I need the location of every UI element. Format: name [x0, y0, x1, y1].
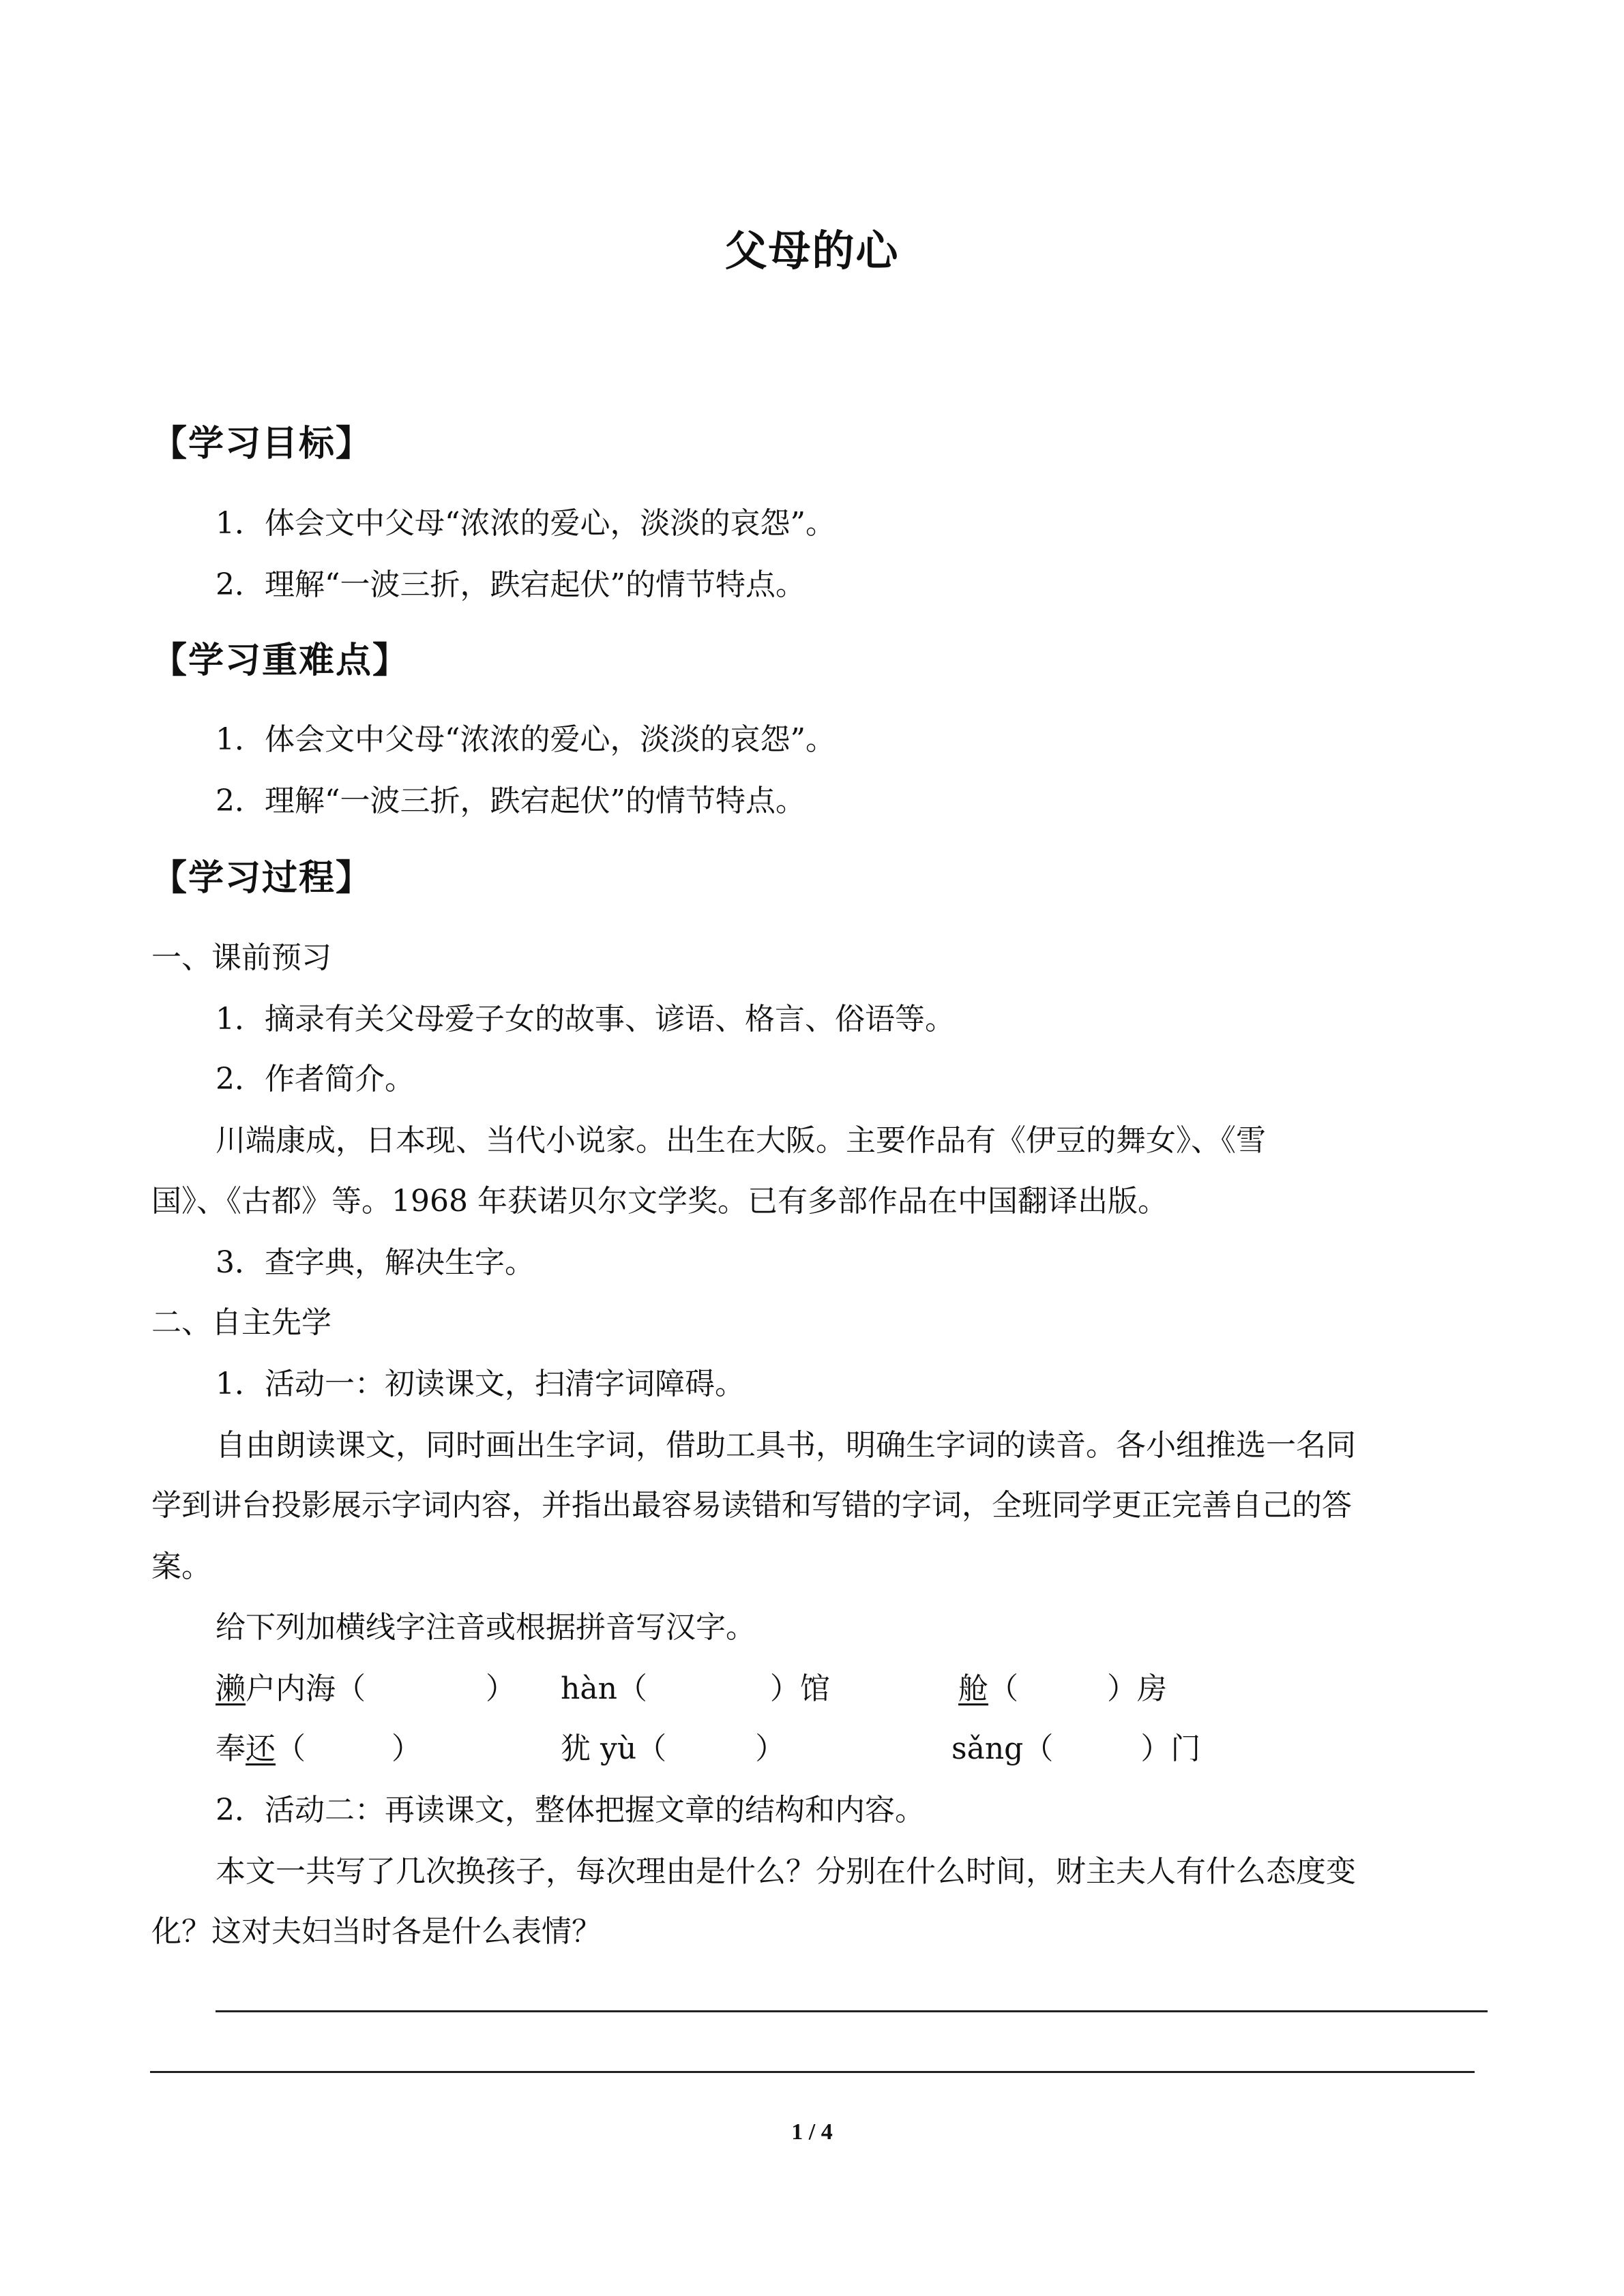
part1-item-1: 1．摘录有关父母爱子女的故事、谚语、格言、俗语等。 — [216, 1002, 955, 1037]
answer-line-2 — [150, 2071, 1475, 2073]
activity-1-paragraph-line-1: 自由朗读课文，同时画出生字词，借助工具书，明确生字词的读音。各小组推选一名同 — [216, 1428, 1356, 1463]
exercise-1-a: 濑户内海（ ） — [216, 1671, 516, 1706]
objective-item-1: 1．体会文中父母“浓浓的爱心，淡淡的哀怨”。 — [216, 506, 836, 541]
exercise-2-a: 奉还（ ） — [216, 1731, 422, 1766]
activity-1-paragraph-line-3: 案。 — [151, 1549, 211, 1584]
exercise-2-c: sǎng（ ）门 — [951, 1731, 1201, 1766]
part1-heading: 一、课前预习 — [151, 940, 331, 975]
exercise-1-c: 舱（ ）房 — [958, 1671, 1167, 1706]
page-number: 1 / 4 — [791, 2119, 833, 2145]
heading-learning-objectives: 【学习目标】 — [151, 423, 373, 464]
answer-line-1 — [216, 2010, 1488, 2012]
author-bio-line-1: 川端康成，日本现、当代小说家。出生在大阪。主要作品有《伊豆的舞女》、《雪 — [216, 1123, 1266, 1158]
question-line-1: 本文一共写了几次换孩子，每次理由是什么？分别在什么时间，财主夫人有什么态度变 — [216, 1854, 1356, 1889]
activity-1: 1．活动一：初读课文，扫清字词障碍。 — [216, 1367, 745, 1401]
activity-2: 2．活动二：再读课文，整体把握文章的结构和内容。 — [216, 1793, 925, 1828]
exercise-1-b: hàn（ ）馆 — [561, 1671, 830, 1706]
underlined-char: 舱 — [958, 1671, 988, 1706]
underlined-char: 还 — [246, 1731, 276, 1766]
question-line-2: 化？这对夫妇当时各是什么表情？ — [151, 1914, 602, 1949]
part2-heading: 二、自主先学 — [151, 1305, 331, 1340]
exercise-instruction: 给下列加横线字注音或根据拼音写汉字。 — [216, 1610, 756, 1645]
key-point-item-1: 1．体会文中父母“浓浓的爱心，淡淡的哀怨”。 — [216, 722, 836, 757]
part1-item-2: 2．作者简介。 — [216, 1062, 415, 1097]
heading-learning-process: 【学习过程】 — [151, 858, 373, 899]
objective-item-2: 2．理解“一波三折，跌宕起伏”的情节特点。 — [216, 567, 806, 602]
part1-item-3: 3．查字典，解决生字。 — [216, 1245, 535, 1280]
author-bio-line-2: 国》、《古都》等。1968 年获诺贝尔文学奖。已有多部作品在中国翻译出版。 — [151, 1184, 1168, 1219]
heading-key-points: 【学习重难点】 — [151, 640, 410, 681]
underlined-char: 濑 — [216, 1671, 246, 1706]
activity-1-paragraph-line-2: 学到讲台投影展示字词内容，并指出最容易读错和写错的字词，全班同学更正完善自己的答 — [151, 1488, 1352, 1523]
key-point-item-2: 2．理解“一波三折，跌宕起伏”的情节特点。 — [216, 784, 806, 818]
document-title: 父母的心 — [724, 226, 900, 275]
exercise-2-b: 犹 yù（ ） — [561, 1731, 786, 1766]
